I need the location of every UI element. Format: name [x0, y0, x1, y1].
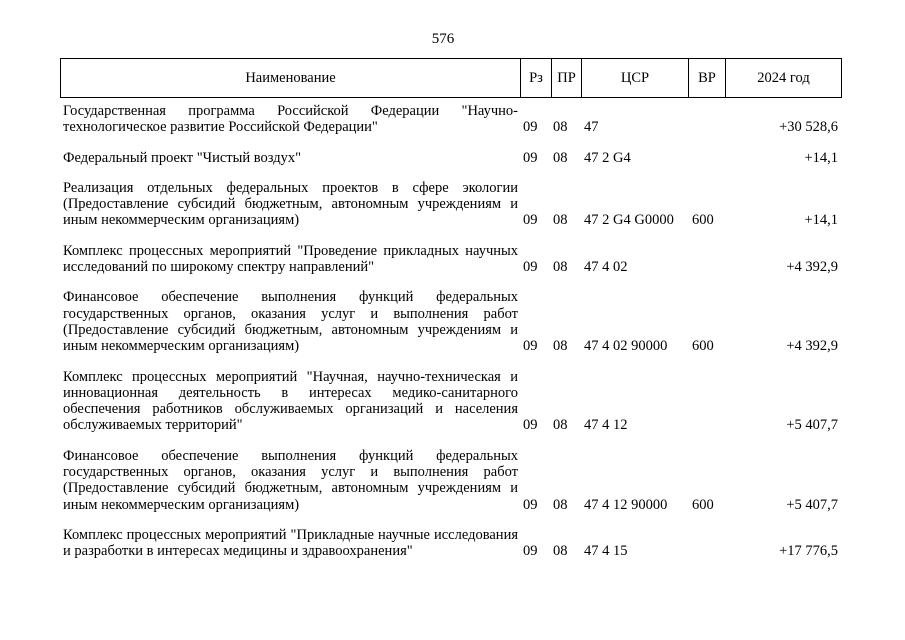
row-amount: +4 392,9 — [786, 338, 838, 355]
row-amount: +14,1 — [804, 212, 838, 229]
table-body — [60, 103, 840, 574]
table-row — [60, 289, 840, 354]
row-amount: +5 407,7 — [786, 417, 838, 434]
row-amount: +30 528,6 — [779, 119, 838, 136]
row-pr: 08 — [553, 338, 568, 355]
row-csr: 47 — [584, 119, 599, 136]
row-amount: +5 407,7 — [786, 496, 838, 513]
row-name: Комплекс процессных мероприятий "Прикладные научные исследования и разработки в интересах медицины и здравоохранения" — [63, 526, 518, 560]
row-vr: 600 — [692, 338, 714, 355]
header-vr: ВР — [689, 59, 726, 98]
row-name: Финансовое обеспечение выполнения функций федеральных государственных органов, оказания услуг и выполнения работ (Предоставление субсидий бюджетным, автономным учреждениям и иным некоммерческим организациям) — [63, 289, 518, 355]
row-amount: +14,1 — [804, 149, 838, 166]
row-vr: 600 — [692, 496, 714, 513]
row-pr: 08 — [553, 119, 568, 136]
row-name: Финансовое обеспечение выполнения функций федеральных государственных органов, оказания услуг и выполнения работ (Предоставление субсидий бюджетным, автономным учреждениям и иным некоммерческим организациям) — [63, 447, 518, 513]
row-rz: 09 — [523, 543, 538, 560]
table-row — [60, 150, 840, 166]
row-rz: 09 — [523, 417, 538, 434]
header-name: Наименование — [61, 59, 521, 98]
row-pr: 08 — [553, 543, 568, 560]
header-csr: ЦСР — [582, 59, 689, 98]
row-name: Федеральный проект "Чистый воздух" — [63, 149, 302, 166]
row-pr: 08 — [553, 149, 568, 166]
row-rz: 09 — [523, 119, 538, 136]
row-name: Реализация отдельных федеральных проектов в сфере экологии (Предоставление субсидий бюджетным, автономным учреждениям и иным некоммерческим организациям) — [63, 179, 518, 229]
row-name: Комплекс процессных мероприятий "Научная, научно-техническая и инновационная деятельность в интересах медико-санитарного обеспечения работников обслуживаемых организаций и населения обслуживаемых территорий" — [63, 368, 518, 434]
row-pr: 08 — [553, 259, 568, 276]
table-row — [60, 243, 840, 276]
row-vr: 600 — [692, 212, 714, 229]
row-pr: 08 — [553, 496, 568, 513]
header-pr: ПР — [552, 59, 582, 98]
row-rz: 09 — [523, 338, 538, 355]
header-rz: Рз — [521, 59, 552, 98]
header-row — [61, 59, 842, 98]
row-name: Комплекс процессных мероприятий "Проведение прикладных научных исследований по широкому спектру направлений" — [63, 242, 518, 276]
row-csr: 47 2 G4 G0000 — [584, 212, 674, 229]
table-row — [60, 103, 840, 136]
table-row — [60, 527, 840, 560]
row-amount: +4 392,9 — [786, 259, 838, 276]
row-rz: 09 — [523, 259, 538, 276]
row-csr: 47 4 02 90000 — [584, 338, 668, 355]
row-rz: 09 — [523, 496, 538, 513]
row-csr: 47 4 12 — [584, 417, 628, 434]
row-csr: 47 4 15 — [584, 543, 628, 560]
row-name: Государственная программа Российской Федерации "Научно-технологическое развитие Российской Федерации" — [63, 103, 518, 136]
table-row — [60, 448, 840, 513]
page-number: 576 — [431, 31, 455, 47]
row-csr: 47 4 12 90000 — [584, 496, 668, 513]
table-row — [60, 369, 840, 434]
table-header — [60, 58, 842, 98]
row-pr: 08 — [553, 417, 568, 434]
table-row — [60, 180, 840, 229]
row-csr: 47 4 02 — [584, 259, 628, 276]
row-rz: 09 — [523, 149, 538, 166]
row-pr: 08 — [553, 212, 568, 229]
row-csr: 47 2 G4 — [584, 149, 631, 166]
row-amount: +17 776,5 — [779, 543, 838, 560]
header-year: 2024 год — [726, 59, 842, 98]
row-rz: 09 — [523, 212, 538, 229]
